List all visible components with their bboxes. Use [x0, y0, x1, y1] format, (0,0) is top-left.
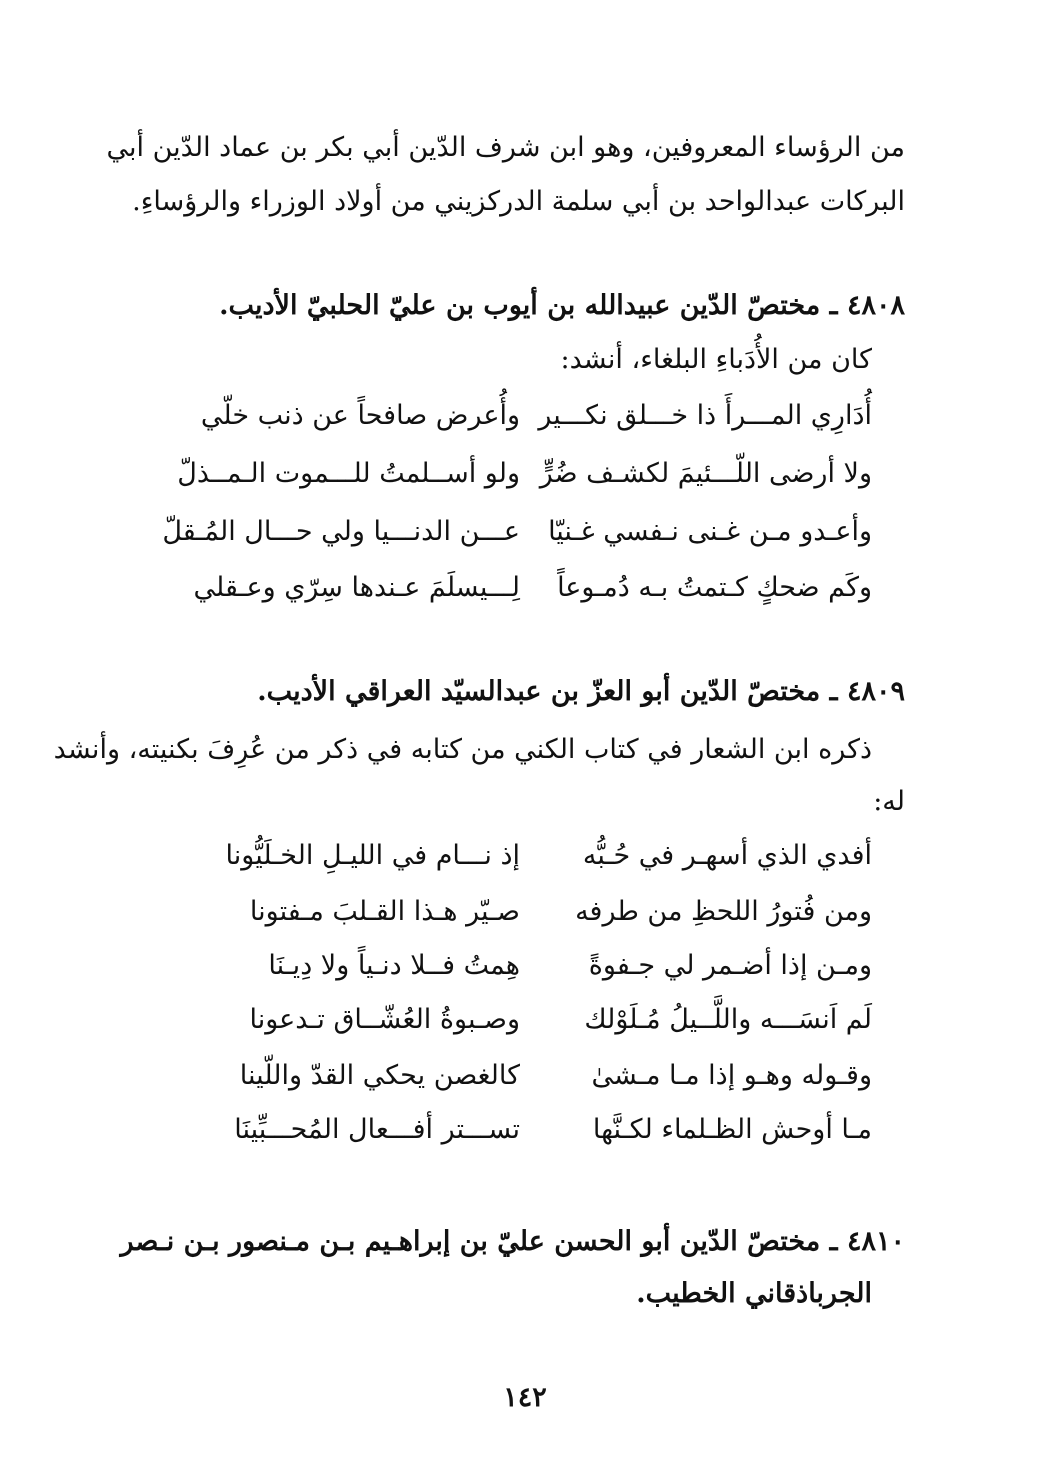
verse-4809-4-first: لَم اَنسَـــه واللَّــيلُ مُـلَوْلك — [584, 1004, 872, 1035]
verse-4809-5-second: كالغصن يحكي القدّ واللّينا — [239, 1060, 520, 1091]
intro-line-2: البركات عبدالواحد بن أبي سلمة الدركزيني من أولاد الوزراء والرؤساءِ. — [132, 186, 905, 217]
entry-4809-heading: ٤٨٠٩ ـ مختصّ الدّين أبو العزّ بن عبدالسيّد العراقي الأديب. — [257, 676, 905, 707]
entry-4810-heading-line-2: الجرباذقاني الخطيب. — [636, 1278, 872, 1309]
verse-4809-6-first: مـا أوحش الظـلماء لكـنَّها — [592, 1114, 872, 1145]
verse-4808-4-second: لِـــيسلَمَ عـندها سِرّي وعـقلي — [193, 572, 520, 603]
verse-4809-1-second: إذ نـــام في الليـلِ الخـلَيُّونا — [225, 840, 520, 871]
verse-4809-1-first: أفدي الذي أسهـر في حُـبُّه — [582, 840, 872, 871]
page-number: ١٤٢ — [503, 1382, 547, 1413]
verse-4808-3-second: عـــن الدنـــيا ولي حـــال المُـقلّ — [162, 516, 520, 547]
verse-4809-6-second: تســـتر أفـــعال المُحـــبِّينَا — [234, 1114, 520, 1145]
verse-4809-5-first: وقـوله وهـو إذا مـا مـشىٰ — [591, 1060, 872, 1091]
verse-4808-2-first: ولا أرضى اللّـــئيمَ لكشـف ضُرٍّ — [539, 458, 872, 489]
verse-4809-2-second: صـيّر هـذا القـلبَ مـفتونا — [249, 896, 520, 927]
entry-4810-heading-line-1: ٤٨١٠ ـ مختصّ الدّين أبو الحسن عليّ بن إبراهـيم بـن مـنصور بـن نـصر — [120, 1226, 905, 1257]
entry-4809-intro-line-1: ذكره ابن الشعار في كتاب الكني من كتابه في ذكر من عُرِفَ بكنيته، وأنشد — [53, 734, 872, 765]
verse-4809-3-first: ومـن إذا أضـمر لي جـفوةً — [588, 950, 872, 981]
verse-4809-3-second: هِمتُ فــلا دنـياً ولا دِيـنَا — [268, 950, 520, 981]
verse-4808-2-second: ولو أســلمتُ للـــموت الـمــذلّ — [177, 458, 520, 489]
verse-4808-4-first: وكَم ضحكٍ كـتمتُ بـه دُمـوعاً — [557, 572, 872, 603]
verse-4808-3-first: وأعـدو مـن غـنى نـفسي غـنيّا — [548, 516, 872, 547]
entry-4809-intro-line-2: له: — [873, 786, 905, 817]
entry-4808-heading: ٤٨٠٨ ـ مختصّ الدّين عبيدالله بن أيوب بن عليّ الحلبيّ الأديب. — [219, 290, 905, 321]
entry-4808-intro: كان من الأُدَباءِ البلغاء، أنشد: — [560, 344, 872, 375]
verse-4808-1-second: وأُعرض صافحاً عن ذنب خلّي — [200, 400, 520, 431]
intro-line-1: من الرؤساء المعروفين، وهو ابن شرف الدّين أبي بكر بن عماد الدّين أبي — [106, 132, 905, 163]
verse-4809-2-first: ومن فُتورُ اللحظِ من طرفه — [575, 896, 872, 927]
verse-4808-1-first: أُدَارِي المـــرأَ ذا خـــلق نكـــير — [538, 400, 872, 431]
verse-4809-4-second: وصـبوةُ العُشّــاق تـدعونا — [249, 1004, 520, 1035]
